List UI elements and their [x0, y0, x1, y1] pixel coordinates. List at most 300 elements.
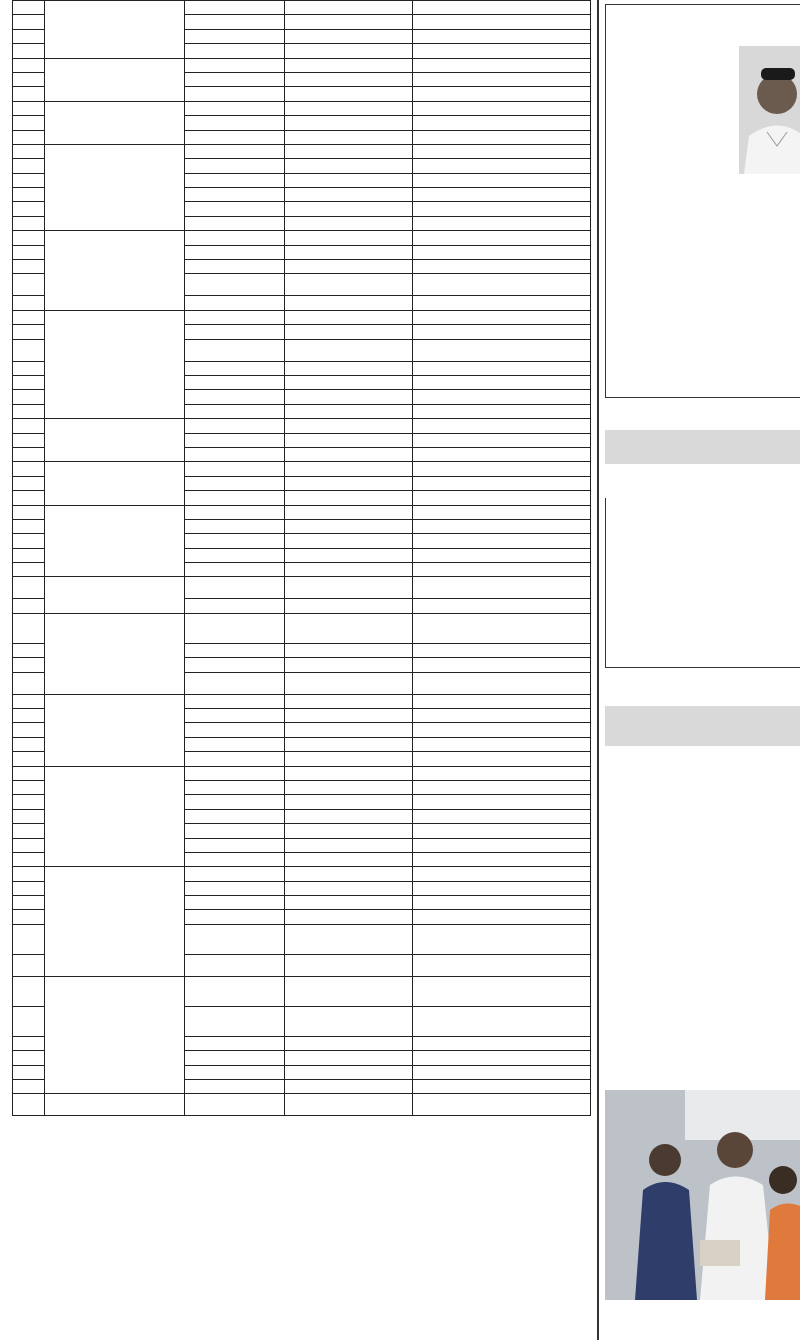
row-number: [13, 325, 45, 339]
game-cell: [285, 752, 413, 766]
organizer-cell: [45, 505, 185, 577]
venue-cell: [413, 361, 591, 375]
game-cell: [285, 245, 413, 259]
row-number: [13, 491, 45, 505]
date-cell: [185, 766, 285, 780]
venue-cell: [413, 339, 591, 361]
row-number: [13, 599, 45, 613]
venue-cell: [413, 924, 591, 954]
date-cell: [185, 910, 285, 924]
venue-cell: [413, 130, 591, 144]
venue-cell: [413, 159, 591, 173]
date-cell: [185, 548, 285, 562]
minister-portrait: [739, 46, 800, 174]
date-cell: [185, 361, 285, 375]
date-cell: [185, 1051, 285, 1065]
schedule-table-section: [12, 0, 590, 1116]
organizer-cell: [45, 1, 185, 59]
game-cell: [285, 325, 413, 339]
date-cell: [185, 694, 285, 708]
date-cell: [185, 658, 285, 672]
venue-cell: [413, 881, 591, 895]
row-number: [13, 310, 45, 324]
row-number: [13, 339, 45, 361]
row-number: [13, 274, 45, 296]
game-cell: [285, 1006, 413, 1036]
game-cell: [285, 310, 413, 324]
news-column: [597, 0, 800, 1340]
date-cell: [185, 852, 285, 866]
game-cell: [285, 976, 413, 1006]
organizer-cell: [45, 101, 185, 144]
game-cell: [285, 159, 413, 173]
game-cell: [285, 447, 413, 461]
date-cell: [185, 296, 285, 310]
venue-cell: [413, 548, 591, 562]
table-row: [13, 505, 591, 519]
date-cell: [185, 173, 285, 187]
row-number: [13, 577, 45, 599]
venue-cell: [413, 766, 591, 780]
venue-cell: [413, 709, 591, 723]
footer-notes: [12, 1211, 590, 1213]
row-number: [13, 613, 45, 643]
table-row: [13, 231, 591, 245]
table-row: [13, 613, 591, 643]
venue-cell: [413, 296, 591, 310]
date-cell: [185, 87, 285, 101]
date-cell: [185, 101, 285, 115]
venue-cell: [413, 433, 591, 447]
date-cell: [185, 231, 285, 245]
row-number: [13, 390, 45, 404]
date-cell: [185, 780, 285, 794]
row-number: [13, 296, 45, 310]
table-row: [13, 976, 591, 1006]
game-cell: [285, 613, 413, 643]
venue-cell: [413, 737, 591, 751]
row-number: [13, 824, 45, 838]
date-cell: [185, 419, 285, 433]
date-cell: [185, 1080, 285, 1094]
row-number: [13, 29, 45, 43]
row-number: [13, 809, 45, 823]
organizer-cell: [45, 694, 185, 766]
organizer-cell: [45, 613, 185, 694]
row-number: [13, 881, 45, 895]
row-number: [13, 976, 45, 1006]
game-cell: [285, 881, 413, 895]
venue-cell: [413, 1080, 591, 1094]
game-cell: [285, 274, 413, 296]
row-number: [13, 130, 45, 144]
game-cell: [285, 1, 413, 15]
game-cell: [285, 116, 413, 130]
venue-cell: [413, 1065, 591, 1079]
game-cell: [285, 72, 413, 86]
date-cell: [185, 144, 285, 158]
venue-cell: [413, 375, 591, 389]
date-cell: [185, 404, 285, 418]
organizer-cell: [45, 419, 185, 462]
date-cell: [185, 72, 285, 86]
game-cell: [285, 188, 413, 202]
date-cell: [185, 447, 285, 461]
row-number: [13, 476, 45, 490]
game-cell: [285, 766, 413, 780]
venue-cell: [413, 954, 591, 976]
game-cell: [285, 1094, 413, 1116]
row-number: [13, 216, 45, 230]
venue-cell: [413, 491, 591, 505]
schedule-table: [12, 0, 591, 1116]
game-cell: [285, 838, 413, 852]
date-cell: [185, 433, 285, 447]
game-cell: [285, 404, 413, 418]
date-cell: [185, 159, 285, 173]
venue-cell: [413, 852, 591, 866]
venue-cell: [413, 87, 591, 101]
date-cell: [185, 1094, 285, 1116]
row-number: [13, 87, 45, 101]
venue-cell: [413, 101, 591, 115]
table-row: [13, 577, 591, 599]
game-cell: [285, 1080, 413, 1094]
date-cell: [185, 824, 285, 838]
game-cell: [285, 910, 413, 924]
row-number: [13, 852, 45, 866]
venue-cell: [413, 723, 591, 737]
venue-cell: [413, 202, 591, 216]
row-number: [13, 658, 45, 672]
row-number: [13, 723, 45, 737]
venue-cell: [413, 29, 591, 43]
row-number: [13, 101, 45, 115]
venue-cell: [413, 896, 591, 910]
organizer-cell: [45, 462, 185, 505]
game-cell: [285, 433, 413, 447]
date-cell: [185, 1065, 285, 1079]
organizer-cell: [45, 144, 185, 230]
article-3-headline: [605, 706, 800, 746]
row-number: [13, 1051, 45, 1065]
date-cell: [185, 476, 285, 490]
venue-cell: [413, 1051, 591, 1065]
venue-cell: [413, 260, 591, 274]
row-number: [13, 188, 45, 202]
venue-cell: [413, 910, 591, 924]
date-cell: [185, 672, 285, 694]
venue-cell: [413, 447, 591, 461]
row-number: [13, 709, 45, 723]
organizer-cell: [45, 310, 185, 418]
game-cell: [285, 29, 413, 43]
row-number: [13, 202, 45, 216]
game-cell: [285, 216, 413, 230]
minister-portrait-icon: [739, 46, 800, 174]
row-number: [13, 534, 45, 548]
table-row: [13, 101, 591, 115]
game-cell: [285, 361, 413, 375]
date-cell: [185, 924, 285, 954]
venue-cell: [413, 390, 591, 404]
game-cell: [285, 737, 413, 751]
game-cell: [285, 954, 413, 976]
date-cell: [185, 563, 285, 577]
venue-cell: [413, 752, 591, 766]
game-cell: [285, 173, 413, 187]
game-cell: [285, 130, 413, 144]
row-number: [13, 462, 45, 476]
game-cell: [285, 491, 413, 505]
row-number: [13, 737, 45, 751]
game-cell: [285, 577, 413, 599]
game-cell: [285, 462, 413, 476]
date-cell: [185, 867, 285, 881]
venue-cell: [413, 824, 591, 838]
table-row: [13, 58, 591, 72]
date-cell: [185, 1, 285, 15]
row-number: [13, 15, 45, 29]
venue-cell: [413, 116, 591, 130]
table-row: [13, 1094, 591, 1116]
article-2-headline: [605, 430, 800, 464]
event-photo: [605, 1090, 800, 1300]
table-row: [13, 419, 591, 433]
game-cell: [285, 795, 413, 809]
date-cell: [185, 534, 285, 548]
date-cell: [185, 505, 285, 519]
date-cell: [185, 216, 285, 230]
date-cell: [185, 1006, 285, 1036]
row-number: [13, 116, 45, 130]
venue-cell: [413, 505, 591, 519]
game-cell: [285, 339, 413, 361]
venue-cell: [413, 1006, 591, 1036]
game-cell: [285, 44, 413, 58]
row-number: [13, 159, 45, 173]
date-cell: [185, 188, 285, 202]
venue-cell: [413, 310, 591, 324]
row-number: [13, 231, 45, 245]
game-cell: [285, 87, 413, 101]
row-number: [13, 694, 45, 708]
table-row: [13, 310, 591, 324]
date-cell: [185, 795, 285, 809]
row-number: [13, 1065, 45, 1079]
venue-cell: [413, 795, 591, 809]
date-cell: [185, 613, 285, 643]
venue-cell: [413, 563, 591, 577]
organizer-cell: [45, 231, 185, 311]
table-row: [13, 462, 591, 476]
date-cell: [185, 709, 285, 723]
game-cell: [285, 505, 413, 519]
organizer-cell: [45, 577, 185, 613]
row-number: [13, 1036, 45, 1050]
venue-cell: [413, 144, 591, 158]
row-number: [13, 505, 45, 519]
row-number: [13, 375, 45, 389]
venue-cell: [413, 44, 591, 58]
game-cell: [285, 896, 413, 910]
row-number: [13, 245, 45, 259]
game-cell: [285, 658, 413, 672]
date-cell: [185, 723, 285, 737]
venue-cell: [413, 274, 591, 296]
game-cell: [285, 694, 413, 708]
game-cell: [285, 144, 413, 158]
game-cell: [285, 101, 413, 115]
date-cell: [185, 260, 285, 274]
row-number: [13, 795, 45, 809]
row-number: [13, 548, 45, 562]
game-cell: [285, 58, 413, 72]
venue-cell: [413, 15, 591, 29]
venue-cell: [413, 838, 591, 852]
organizer-cell: [45, 976, 185, 1094]
date-cell: [185, 519, 285, 533]
venue-cell: [413, 780, 591, 794]
venue-cell: [413, 216, 591, 230]
game-cell: [285, 672, 413, 694]
game-cell: [285, 1065, 413, 1079]
game-cell: [285, 924, 413, 954]
date-cell: [185, 339, 285, 361]
date-cell: [185, 15, 285, 29]
game-cell: [285, 1036, 413, 1050]
venue-cell: [413, 58, 591, 72]
venue-cell: [413, 809, 591, 823]
organizer-cell: [45, 58, 185, 101]
game-cell: [285, 231, 413, 245]
row-number: [13, 867, 45, 881]
date-cell: [185, 809, 285, 823]
row-number: [13, 44, 45, 58]
game-cell: [285, 419, 413, 433]
venue-cell: [413, 534, 591, 548]
game-cell: [285, 476, 413, 490]
row-number: [13, 58, 45, 72]
organizer-cell: [45, 867, 185, 977]
venue-cell: [413, 658, 591, 672]
game-cell: [285, 643, 413, 657]
game-cell: [285, 260, 413, 274]
row-number: [13, 910, 45, 924]
row-number: [13, 260, 45, 274]
row-number: [13, 780, 45, 794]
venue-cell: [413, 694, 591, 708]
game-cell: [285, 563, 413, 577]
row-number: [13, 563, 45, 577]
date-cell: [185, 752, 285, 766]
date-cell: [185, 976, 285, 1006]
venue-cell: [413, 173, 591, 187]
game-cell: [285, 709, 413, 723]
date-cell: [185, 643, 285, 657]
date-cell: [185, 954, 285, 976]
game-cell: [285, 296, 413, 310]
row-number: [13, 1006, 45, 1036]
game-cell: [285, 852, 413, 866]
row-number: [13, 924, 45, 954]
date-cell: [185, 44, 285, 58]
table-row: [13, 766, 591, 780]
table-row: [13, 694, 591, 708]
date-cell: [185, 491, 285, 505]
game-cell: [285, 15, 413, 29]
date-cell: [185, 737, 285, 751]
table-row: [13, 144, 591, 158]
venue-cell: [413, 643, 591, 657]
date-cell: [185, 130, 285, 144]
venue-cell: [413, 577, 591, 599]
row-number: [13, 72, 45, 86]
date-cell: [185, 462, 285, 476]
game-cell: [285, 1051, 413, 1065]
date-cell: [185, 375, 285, 389]
venue-cell: [413, 613, 591, 643]
venue-cell: [413, 188, 591, 202]
date-cell: [185, 325, 285, 339]
game-cell: [285, 809, 413, 823]
game-cell: [285, 202, 413, 216]
row-number: [13, 144, 45, 158]
event-photo-icon: [605, 1090, 800, 1300]
venue-cell: [413, 404, 591, 418]
game-cell: [285, 534, 413, 548]
game-cell: [285, 723, 413, 737]
table-row: [13, 1, 591, 15]
article-2-frame: [605, 498, 800, 668]
venue-cell: [413, 476, 591, 490]
date-cell: [185, 896, 285, 910]
row-number: [13, 433, 45, 447]
game-cell: [285, 780, 413, 794]
venue-cell: [413, 1036, 591, 1050]
row-number: [13, 643, 45, 657]
game-cell: [285, 548, 413, 562]
date-cell: [185, 577, 285, 599]
venue-cell: [413, 1094, 591, 1116]
venue-cell: [413, 976, 591, 1006]
row-number: [13, 173, 45, 187]
game-cell: [285, 599, 413, 613]
date-cell: [185, 245, 285, 259]
date-cell: [185, 881, 285, 895]
row-number: [13, 519, 45, 533]
date-cell: [185, 58, 285, 72]
table-row: [13, 867, 591, 881]
row-number: [13, 896, 45, 910]
game-cell: [285, 867, 413, 881]
venue-cell: [413, 245, 591, 259]
row-number: [13, 404, 45, 418]
date-cell: [185, 599, 285, 613]
row-number: [13, 672, 45, 694]
venue-cell: [413, 231, 591, 245]
row-number: [13, 447, 45, 461]
row-number: [13, 361, 45, 375]
venue-cell: [413, 672, 591, 694]
venue-cell: [413, 599, 591, 613]
game-cell: [285, 824, 413, 838]
row-number: [13, 419, 45, 433]
date-cell: [185, 390, 285, 404]
venue-cell: [413, 867, 591, 881]
date-cell: [185, 116, 285, 130]
row-number: [13, 1094, 45, 1116]
